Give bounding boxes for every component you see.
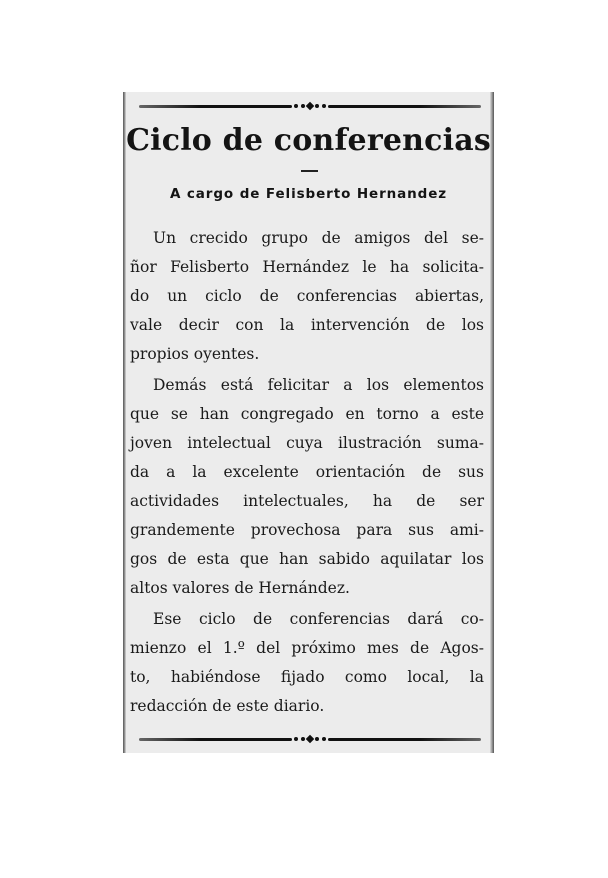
rule-dot [294,737,298,741]
body-line: vale decir con la intervención de los [130,316,484,334]
body-line: Demás está felicitar a los elementos [153,376,484,394]
rule-bar-left [139,738,292,741]
body-line: Un crecido grupo de amigos del se- [153,229,484,247]
body-line: propios oyentes. [130,345,260,363]
body-line: ñor Felisberto Hernández le ha solicita- [130,258,484,276]
rule-diamond [306,102,314,110]
rule-diamond [306,735,314,743]
rule-bar-right [328,105,481,108]
body-line: actividades intelectuales, ha de ser [130,492,484,510]
rule-dot [322,104,326,108]
rule-dot [301,737,305,741]
body-line: grandemente provechosa para sus ami- [130,521,484,539]
body-line: joven intelectual cuya ilustración suma- [130,434,484,452]
rule-dot [315,737,319,741]
rule-dot [294,104,298,108]
rule-ornament [292,102,328,110]
top-ornamental-rule [139,102,481,110]
body-line: gos de esta que han sabido aquilatar los [130,550,484,568]
body-line: mienzo el 1.º del próximo mes de Agos- [130,639,484,657]
article-title: Ciclo de conferencias [126,123,491,158]
article-subtitle: A cargo de Felisberto Hernandez [169,186,448,202]
body-line: do un ciclo de conferencias abiertas, [130,287,484,305]
rule-dot [322,737,326,741]
rule-bar-right [328,738,481,741]
newspaper-clipping [123,92,494,753]
body-line: redacción de este diario. [130,697,325,715]
body-line: to, habiéndose fijado como local, la [130,668,484,686]
rule-bar-left [139,105,292,108]
rule-ornament [292,735,328,743]
body-line: que se han congregado en torno a este [130,405,484,423]
title-separator-dash [301,170,318,172]
body-line: da a la excelente orientación de sus [130,463,484,481]
rule-dot [315,104,319,108]
body-line: Ese ciclo de conferencias dará co- [153,610,484,628]
body-line: altos valores de Hernández. [130,579,350,597]
rule-dot [301,104,305,108]
bottom-ornamental-rule [139,735,481,743]
